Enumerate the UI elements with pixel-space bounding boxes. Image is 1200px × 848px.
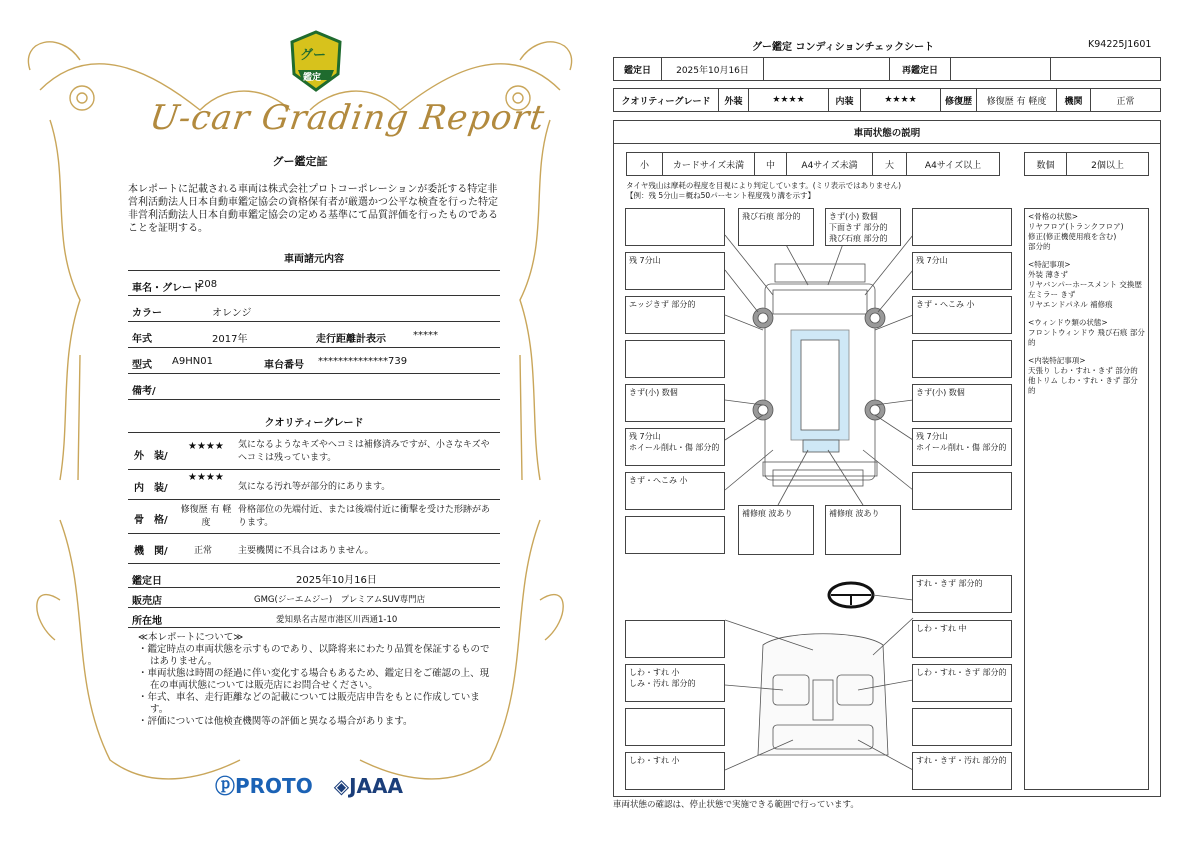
mileage-label: 走行距離計表示 xyxy=(316,334,386,345)
condition-box-left-fender: エッジきず 部分的 xyxy=(625,296,725,334)
dealer-value: GMG(ジーエムジー) プレミアムSUV専門店 xyxy=(254,595,426,605)
condition-box-right-rear-tire: 残 7分山 ホイール削れ・傷 部分的 xyxy=(912,428,1012,466)
model-value: A9HN01 xyxy=(172,356,213,367)
report-notes xyxy=(138,632,498,728)
interior-label: 内 装/ xyxy=(134,483,168,494)
appraisal-date-label: 鑑定日 xyxy=(132,576,162,587)
spacer xyxy=(1028,348,1145,356)
side-note: フロントウィンドウ 飛び石痕 部分的 xyxy=(1028,328,1145,347)
exterior-label: 外 装/ xyxy=(134,451,168,462)
mileage-value: ***** xyxy=(413,330,438,341)
remarks-label: 備考/ xyxy=(132,386,156,397)
legend-medium-desc: A4サイズ未満 xyxy=(787,153,873,175)
appraisal-date-row xyxy=(128,566,500,588)
note-item: ・評価については他検査機関等の評価と異なる場合があります。 xyxy=(138,716,413,727)
condition-box-left-front-tire: 残 7分山 xyxy=(625,252,725,290)
count-label: 数個 xyxy=(1025,153,1067,175)
condition-box-rear-left: 補修痕 波あり xyxy=(738,505,814,555)
grade-row xyxy=(613,88,1161,112)
exterior-stars: ★★★★ xyxy=(188,441,224,452)
reappraisal-label: 再鑑定日 xyxy=(890,58,951,80)
spacer xyxy=(1028,252,1145,260)
side-note: リヤフロア(トランクフロア) xyxy=(1028,222,1124,231)
appraisal-date-value: 2025年10月16日 xyxy=(296,575,377,586)
note-item: ・車両状態は時間の経過に伴い変化する場合もあるため、鑑定日をご確認の上、現在の車両状態については販売店にお問合せください。 xyxy=(138,668,490,691)
footer-note: 車両状態の確認は、停止状態で実施できる範囲で行っています。 xyxy=(613,800,859,810)
name-value: 208 xyxy=(198,279,218,290)
sheet-title: グー鑑定 コンディションチェックシート xyxy=(752,42,935,53)
notes-title: ≪本レポートについて≫ xyxy=(138,632,244,643)
quality-row-frame xyxy=(128,500,500,534)
condition-box-empty xyxy=(625,516,725,554)
condition-title: 車両状態の説明 xyxy=(613,120,1161,144)
name-label: 車名・グレード xyxy=(132,283,202,294)
quality-row-engine xyxy=(128,534,500,564)
side-note: リヤバンパーホースメント 交換歴 xyxy=(1028,280,1142,289)
size-legend xyxy=(626,152,1000,176)
address-row xyxy=(128,608,500,628)
engine-label: 機 関/ xyxy=(134,546,168,557)
spec-section-title: 車両諸元内容 xyxy=(284,254,344,265)
report-script-title: U-car Grading Report xyxy=(147,98,548,138)
proto-logo: ⓟPROTO xyxy=(215,774,313,798)
interior-box-empty xyxy=(625,620,725,658)
year-label: 年式 xyxy=(132,334,152,345)
interior-box-rear-left: しわ・すれ 小 xyxy=(625,752,725,790)
frame-value: 修復歴 有 軽度 xyxy=(180,505,232,528)
color-value: オレンジ xyxy=(212,308,252,319)
interior-box-steering: すれ・きず 部分的 xyxy=(912,575,1012,613)
grade-label: クオリティーグレード xyxy=(614,89,719,111)
side-note: <特記事項> xyxy=(1028,260,1071,269)
interior-box-left-seat: しわ・すれ 小 しみ・汚れ 部分的 xyxy=(625,664,725,702)
condition-box-left-rear: きず・へこみ 小 xyxy=(625,472,725,510)
side-note: 外装 薄きず xyxy=(1028,270,1068,279)
spacer xyxy=(1028,310,1145,318)
legend-medium: 中 xyxy=(755,153,787,175)
side-note: <内装特記事項> xyxy=(1028,356,1086,365)
certificate-title: グー鑑定証 xyxy=(272,155,328,168)
engine-value: 正常 xyxy=(1116,96,1135,107)
quality-row-interior xyxy=(128,470,500,500)
reappraisal-value xyxy=(951,58,1051,80)
chassis-label: 車台番号 xyxy=(264,360,304,371)
condition-box-empty xyxy=(912,340,1012,378)
dealer-label: 販売店 xyxy=(132,596,162,607)
footer-logos xyxy=(215,770,403,799)
condition-box-right-door: きず(小) 数個 xyxy=(912,384,1012,422)
date-label: 鑑定日 xyxy=(614,58,662,80)
condition-box-empty xyxy=(912,472,1012,510)
side-note: 部分的 xyxy=(1028,242,1051,251)
note-item: ・年式、車名、走行距離などの記載については販売店申告をもとに作成しています。 xyxy=(138,692,480,715)
tire-note-1: タイヤ残山は摩耗の程度を目視により判定しています。(ミリ表示ではありません) xyxy=(626,181,902,190)
legend-small-desc: カードサイズ未満 xyxy=(663,153,755,175)
quality-row-exterior xyxy=(128,432,500,470)
repair-label: 修復歴 xyxy=(941,89,977,111)
tire-note-2: 【例：残 5分山＝概ね50パーセント程度残り溝を示す】 xyxy=(626,191,816,200)
interior-box-empty xyxy=(625,708,725,746)
ext-label: 外装 xyxy=(719,89,749,111)
reappraisal-blank xyxy=(1051,58,1160,80)
date-value: 2025年10月16日 xyxy=(662,58,764,80)
condition-box-right-fender: きず・へこみ 小 xyxy=(912,296,1012,334)
date-row xyxy=(613,57,1161,81)
count-legend xyxy=(1024,152,1149,176)
side-note: 左ミラー きず xyxy=(1028,290,1076,299)
special-notes-panel xyxy=(1024,208,1149,790)
condition-box-front-right: きず(小) 数個 下面きず 部分的 飛び石痕 部分的 xyxy=(825,208,901,246)
side-note: <ウィンドウ類の状態> xyxy=(1028,318,1108,327)
spec-row-model xyxy=(128,348,500,374)
interior-box-ceiling: しわ・すれ 中 xyxy=(912,620,1012,658)
legend-small: 小 xyxy=(627,153,663,175)
date-blank xyxy=(764,58,890,80)
spec-row-year xyxy=(128,322,500,348)
model-label: 型式 xyxy=(132,360,152,371)
address-value: 愛知県名古屋市港区川西通1-10 xyxy=(276,615,398,625)
badge-line1: グー xyxy=(300,48,327,63)
chassis-value: **************739 xyxy=(318,356,408,367)
quality-section-title: クオリティーグレード xyxy=(264,418,364,429)
certificate-body: 本レポートに記載される車両は株式会社プロトコーポレーションが委託する特定非営利活動法人日本自動車鑑定協会の資格保有者が厳選かつ公平な検査を行った特定非営利活動法人日本自動車鑑定協会の定める基準にて品質評価を行ったものであることを証明する。 xyxy=(128,184,498,234)
badge-line2: 鑑定 xyxy=(303,73,322,83)
legend-large: 大 xyxy=(873,153,907,175)
engine-label: 機関 xyxy=(1057,89,1091,111)
sheet-id: K94225J1601 xyxy=(1088,39,1152,50)
condition-box-empty xyxy=(625,208,725,246)
condition-box-left-door: きず(小) 数個 xyxy=(625,384,725,422)
condition-box-empty xyxy=(625,340,725,378)
condition-box-empty xyxy=(912,208,1012,246)
jaaa-mark-icon: ◈ xyxy=(333,774,350,798)
side-note: 天張り しわ・すれ・きず 部分的 xyxy=(1028,366,1138,375)
engine-text: 主要機関に不具合はありません。 xyxy=(238,546,374,556)
condition-box-right-front-tire: 残 7分山 xyxy=(912,252,1012,290)
engine-value: 正常 xyxy=(194,546,213,556)
interior-text: 気になる汚れ等が部分的にあります。 xyxy=(238,482,391,492)
proto-mark-icon: ⓟ xyxy=(215,774,235,798)
side-note: <骨格の状態> xyxy=(1028,212,1079,221)
color-label: カラー xyxy=(132,308,162,319)
address-label: 所在地 xyxy=(132,616,162,627)
spec-row-remarks xyxy=(128,374,500,400)
condition-box-left-rear-tire: 残 7分山 ホイール削れ・傷 部分的 xyxy=(625,428,725,466)
note-item: ・鑑定時点の車両状態を示すものであり、以降将来にわたり品質を保証するものではありません。 xyxy=(138,644,490,667)
interior-box-rear-right: すれ・きず・汚れ 部分的 xyxy=(912,752,1012,790)
count-value: 2個以上 xyxy=(1091,160,1124,171)
interior-box-right-seat: しわ・すれ・きず 部分的 xyxy=(912,664,1012,702)
side-note: 他トリム しわ・すれ・きず 部分的 xyxy=(1028,376,1138,395)
legend-large-desc: A4サイズ以上 xyxy=(924,160,982,171)
jaaa-logo: ◈JAAA xyxy=(333,774,403,798)
interior-stars: ★★★★ xyxy=(188,472,224,483)
spec-row-color xyxy=(128,296,500,322)
frame-label: 骨 格/ xyxy=(134,515,168,526)
year-value: 2017年 xyxy=(212,334,248,345)
side-note: 修正(修正機使用痕を含む) xyxy=(1028,232,1117,241)
dealer-row xyxy=(128,588,500,608)
side-note: リヤエンドパネル 補修痕 xyxy=(1028,300,1113,309)
ext-value: ★★★★ xyxy=(749,89,829,111)
int-label: 内装 xyxy=(829,89,861,111)
spec-row-name xyxy=(128,270,500,296)
int-value: ★★★★ xyxy=(861,89,941,111)
frame-text: 骨格部位の先端付近、または後端付近に衝撃を受けた形跡があります。 xyxy=(238,505,491,528)
exterior-text: 気になるようなキズやヘコミは補修済みですが、小さなキズやヘコミは残っています。 xyxy=(238,440,490,463)
repair-value: 修復歴 有 軽度 xyxy=(977,89,1057,111)
condition-box-rear-right: 補修痕 波あり xyxy=(825,505,901,555)
interior-box-empty xyxy=(912,708,1012,746)
condition-box-front-left: 飛び石痕 部分的 xyxy=(738,208,814,246)
